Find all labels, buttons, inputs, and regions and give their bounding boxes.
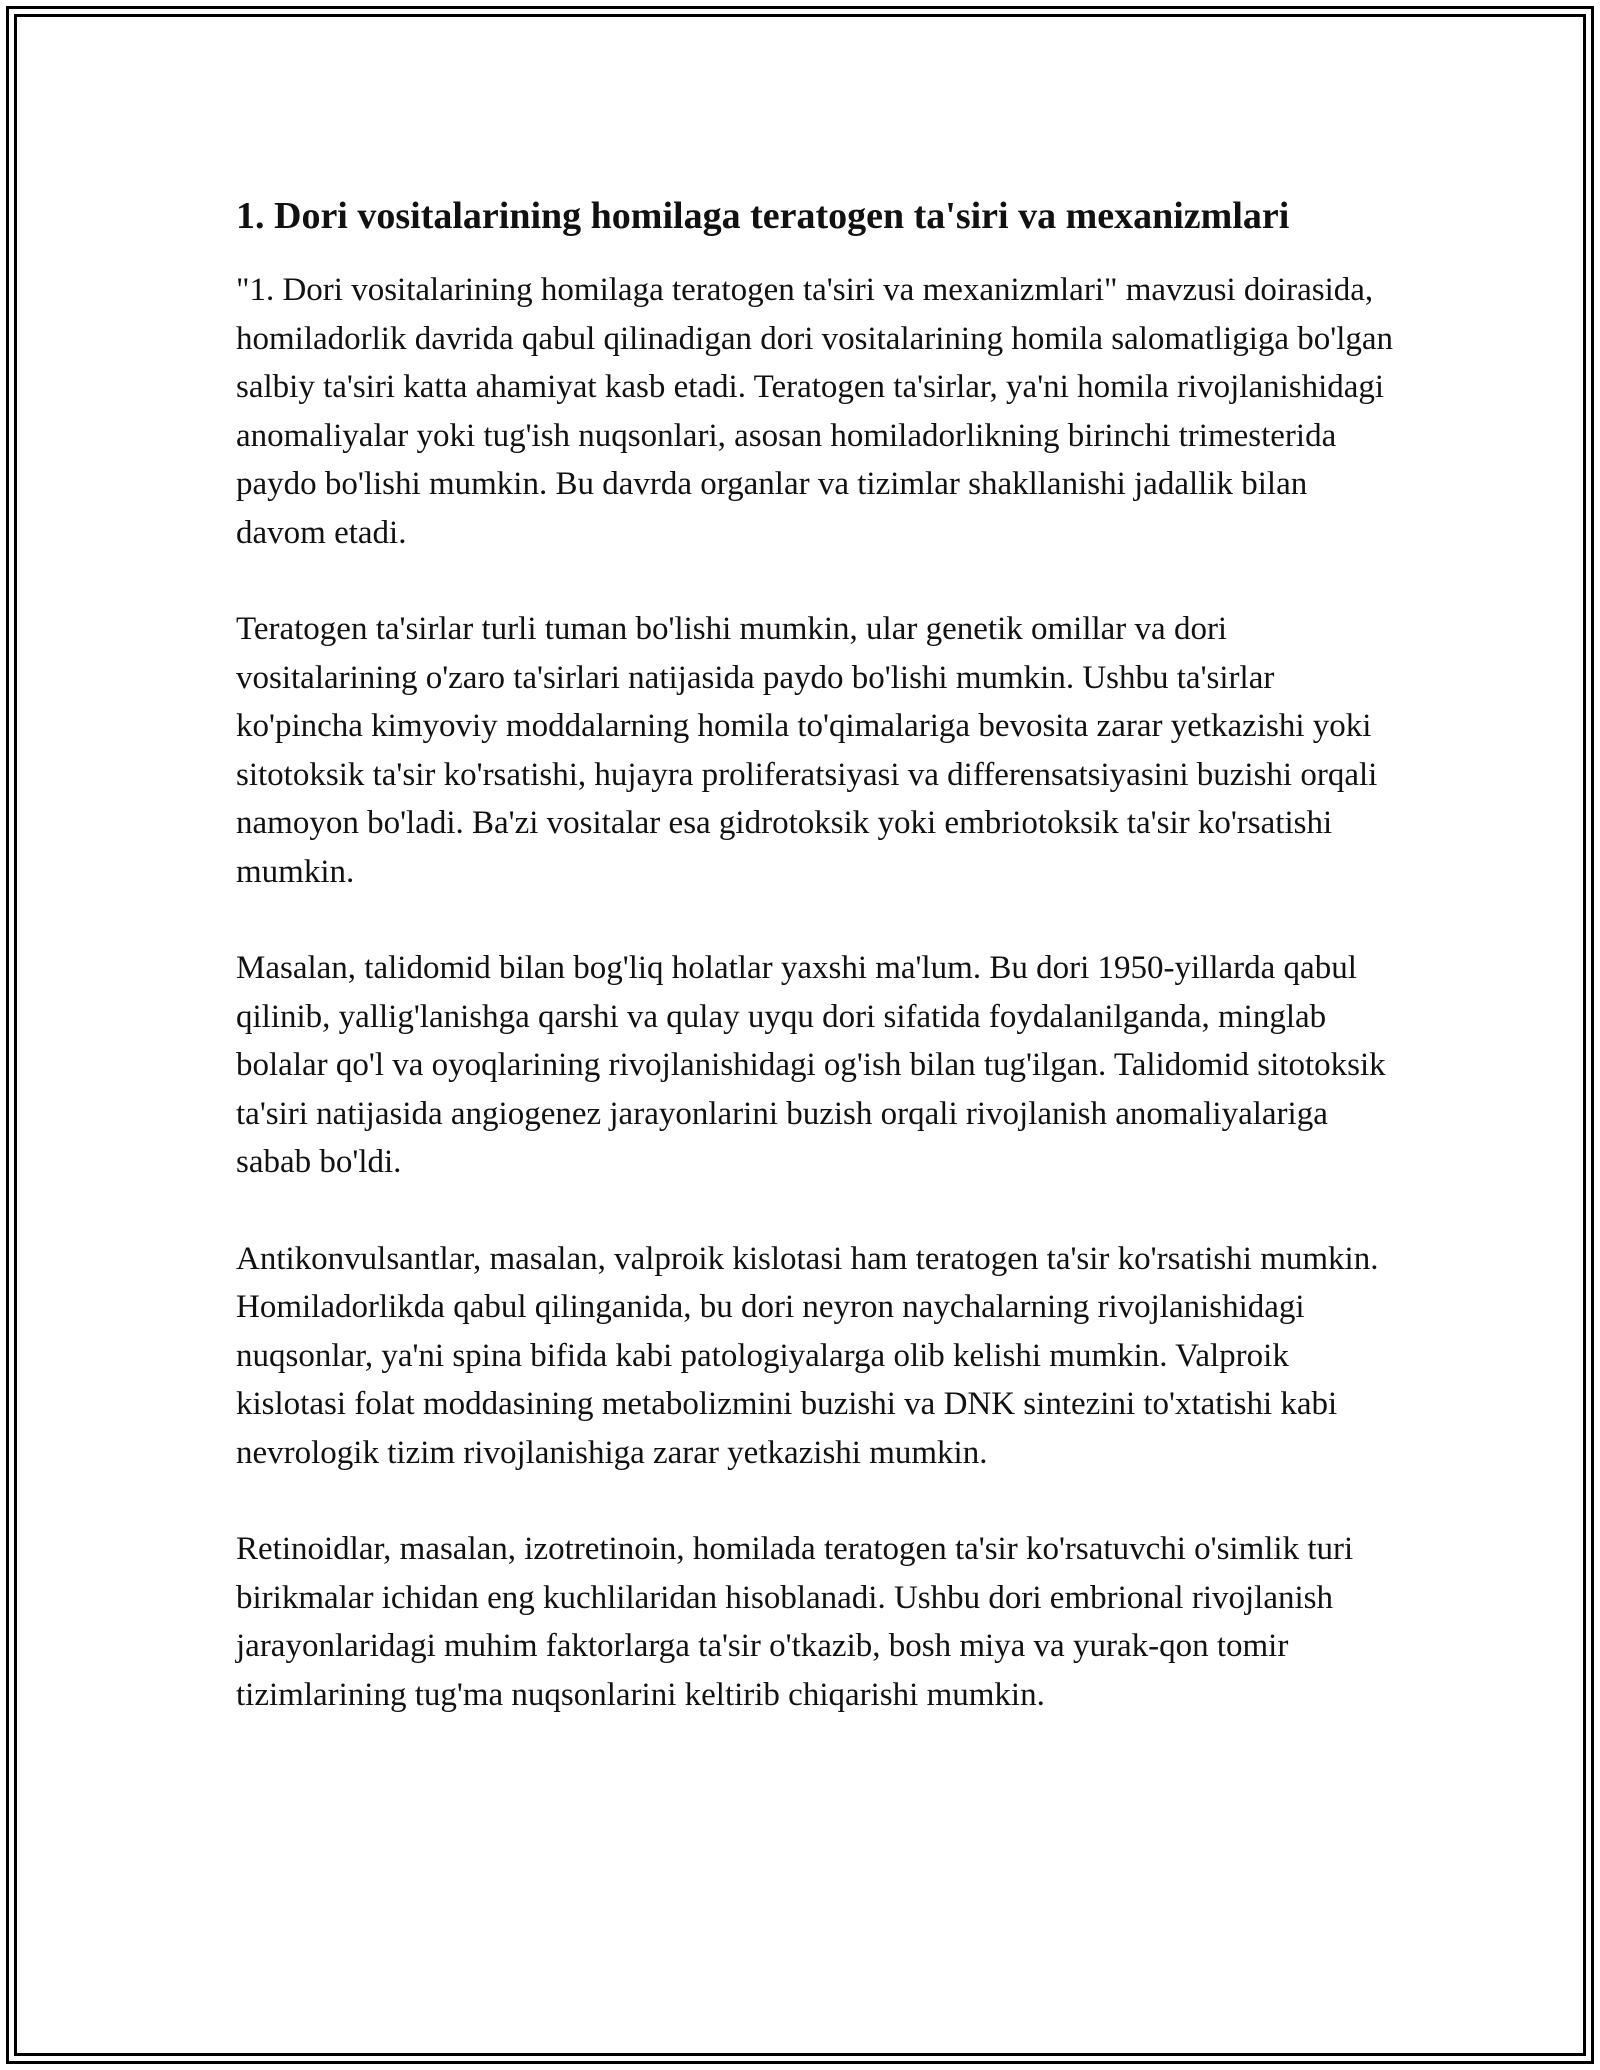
section-title: 1. Dori vositalarining homilaga teratogen ta'siri va mexanizmlari bbox=[236, 195, 1290, 237]
paragraph-anticonvulsants: Antikonvulsantlar, masalan, valproik kislotasi ham teratogen ta'sir ko'rsatishi mumkin. Homiladorlikda qabul qilinganida, bu dori neyron naychalarning rivojlanishidagi nuqsonlar, ya'ni spina bifida kabi patologiyalarga olib kelishi mumkin. Valproik kislotasi folat moddasining metabolizmini buzishi va DNK sintezini to'xtatishi kabi nevrologik tizim rivojlanishiga zarar yetkazishi mumkin. bbox=[236, 1240, 1379, 1471]
paragraph-retinoids: Retinoidlar, masalan, izotretinoin, homilada teratogen ta'sir ko'rsatuvchi o'simlik turi birikmalar ichidan eng kuchlilaridan hisoblanadi. Ushbu dori embrional rivojlanish jarayonlaridagi muhim faktorlarga ta'sir o'tkazib, bosh miya va yurak-qon tomir tizimlarining tug'ma nuqsonlarini keltirib chiqarishi mumkin. bbox=[236, 1531, 1354, 1713]
paragraph-mechanisms: Teratogen ta'sirlar turli tuman bo'lishi mumkin, ular genetik omillar va dori vositalarining o'zaro ta'sirlari natijasida paydo bo'lishi mumkin. Ushbu ta'sirlar ko'pincha kimyoviy moddalarning homila to'qimalariga bevosita zarar yetkazishi yoki sitotoksik ta'sir ko'rsatishi, hujayra proliferatsiyasi va differensatsiyasini buzishi orqali namoyon bo'ladi. Ba'zi vositalar esa gidrotoksik yoki embriotoksik ta'sir ko'rsatishi mumkin. bbox=[236, 611, 1378, 890]
paragraph-thalidomide: Masalan, talidomid bilan bog'liq holatlar yaxshi ma'lum. Bu dori 1950-yillarda qabul qilinib, yallig'lanishga qarshi va qulay uyqu dori sifatida foydalanilganda, minglab bolalar qo'l va oyoqlarining rivojlanishidagi og'ish bilan tug'ilgan. Talidomid sitotoksik ta'siri natijasida angiogenez jarayonlarini buzish orqali rivojlanish anomaliyalariga sabab bo'ldi. bbox=[236, 950, 1386, 1180]
document-body bbox=[236, 188, 1396, 1719]
paragraph-intro: "1. Dori vositalarining homilaga teratogen ta'siri va mexanizmlari" mavzusi doirasida, homiladorlik davrida qabul qilinadigan dori vositalarining homila salomatligiga bo'lgan salbiy ta'siri katta ahamiyat kasb etadi. Teratogen ta'sirlar, ya'ni homila rivojlanishidagi anomaliyalar yoki tug'ish nuqsonlari, asosan homiladorlikning birinchi trimesterida paydo bo'lishi mumkin. Bu davrda organlar va tizimlar shakllanishi jadallik bilan davom etadi. bbox=[236, 272, 1394, 551]
